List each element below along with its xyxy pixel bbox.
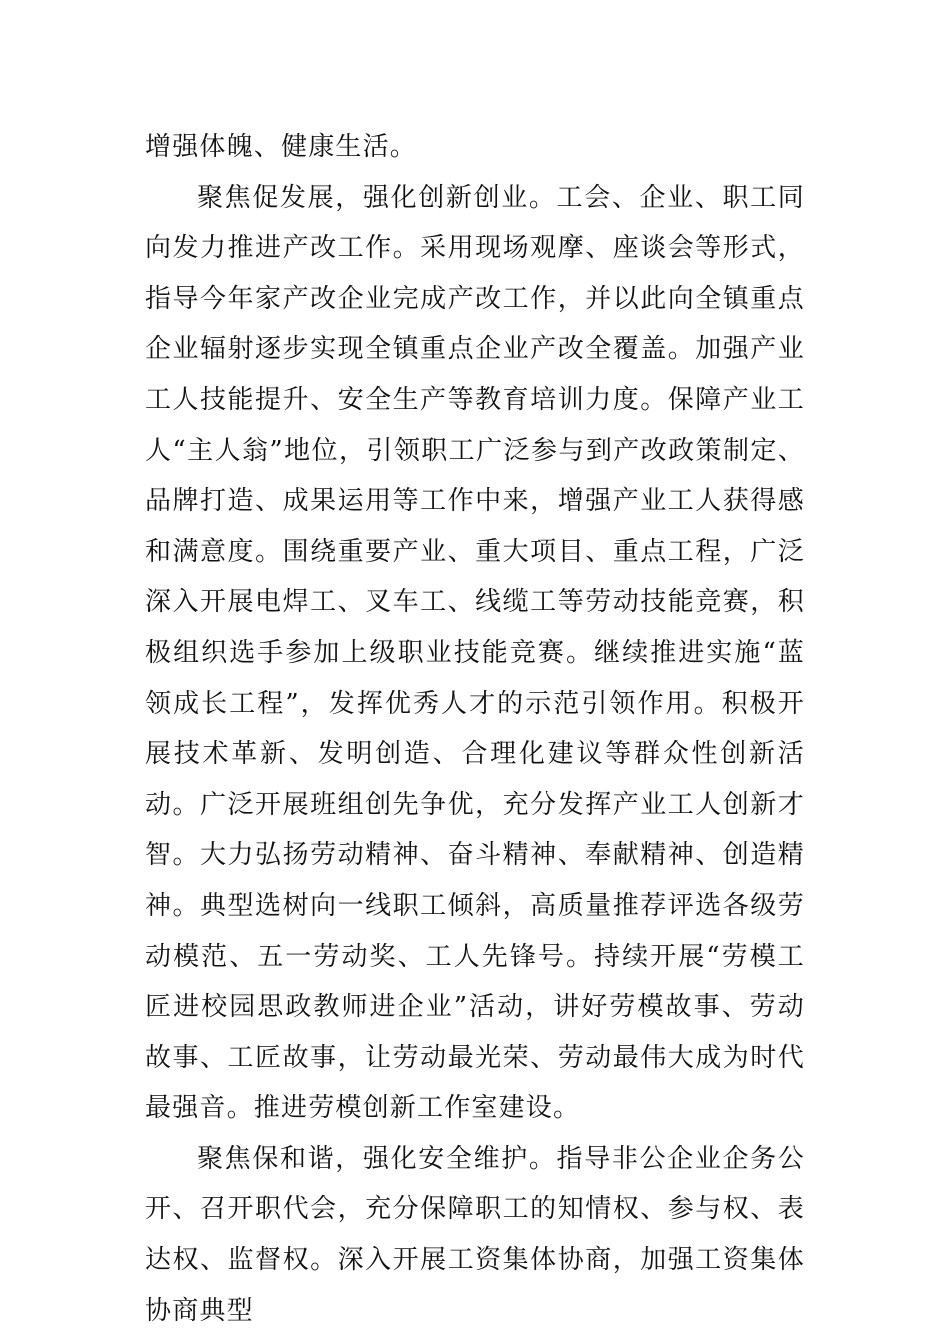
paragraph-innovation: 聚焦促发展，强化创新创业。工会、企业、职工同向发力推进产改工作。采用现场观摩、座谈会等形式，指导今年家产改企业完成产改工作，并以此向全镇重点企业辐射逐步实现全镇重点企业产改全覆盖。加强产业工人技能提升、安全生产等教育培训力度。保障产业工人“主人翁”地位，引领职工广泛参与到产改政策制定、品牌打造、成果运用等工作中来，增强产业工人获得感和满意度。围绕重要产业、重大项目、重点工程，广泛深入开展电焊工、叉车工、线缆工等劳动技能竞赛，积极组织选手参加上级职业技能竞赛。继续推进实施“蓝领成长工程”，发挥优秀人才的示范引领作用。积极开展技术革新、发明创造、合理化建议等群众性创新活动。广泛开展班组创先争优，充分发挥产业工人创新才智。大力弘扬劳动精神、奋斗精神、奉献精神、创造精神。典型选树向一线职工倾斜，高质量推荐评选各级劳动模范、五一劳动奖、工人先锋号。持续开展“劳模工匠进校园思政教师进企业”活动，讲好劳模故事、劳动故事、工匠故事，让劳动最光荣、劳动最伟大成为时代最强音。推进劳模创新工作室建设。 (145, 182, 805, 1124)
paragraph-continuation: 增强体魄、健康生活。 (145, 132, 418, 162)
paragraph-harmony: 聚焦保和谐，强化安全维护。指导非公企业企务公开、召开职代会，充分保障职工的知情权、参与权、表达权、监督权。深入开展工资集体协商，加强工资集体协商典型 (145, 1143, 805, 1326)
document-page (145, 122, 805, 1336)
